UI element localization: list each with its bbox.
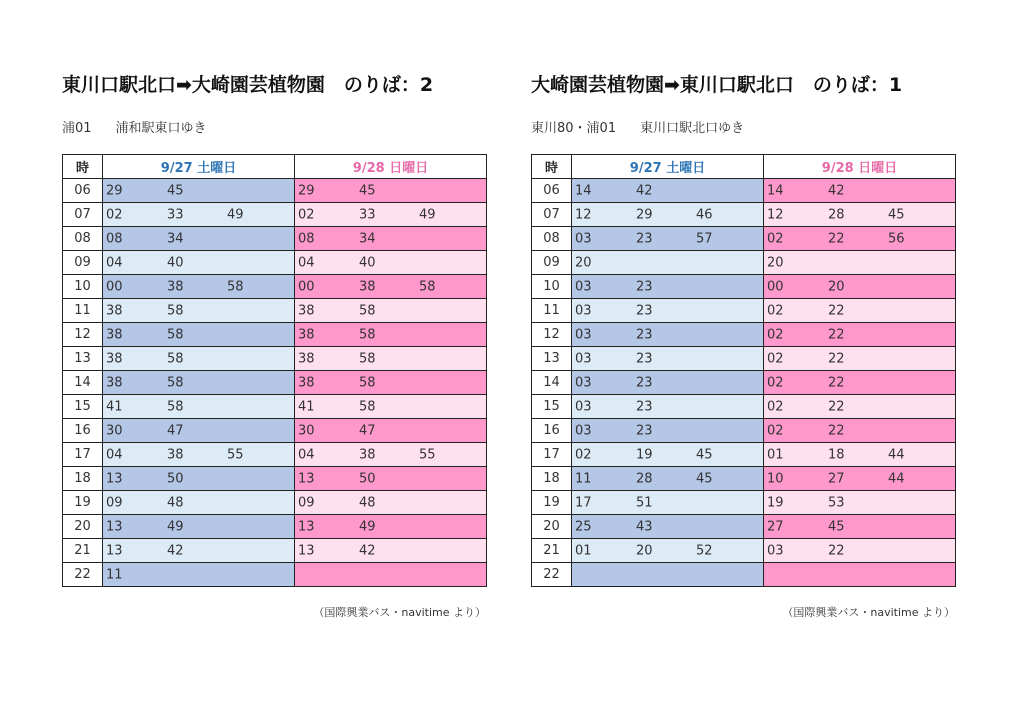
departure-minute: 17 <box>575 495 592 510</box>
departure-minute: 22 <box>828 543 845 558</box>
departure-minute: 58 <box>167 327 184 342</box>
hour-column-header: 時 <box>532 155 572 179</box>
departure-minute: 23 <box>636 327 653 342</box>
departure-minute: 04 <box>298 447 315 462</box>
departure-minute: 38 <box>167 447 184 462</box>
departure-minute: 38 <box>298 351 315 366</box>
departure-minute: 02 <box>767 375 784 390</box>
hour-cell: 07 <box>63 203 103 227</box>
departure-minute: 58 <box>167 351 184 366</box>
departure-minute: 47 <box>359 423 376 438</box>
sunday-minutes-cell <box>295 467 487 491</box>
departure-minute: 13 <box>106 519 123 534</box>
sunday-minutes-cell <box>295 443 487 467</box>
departure-minute: 29 <box>636 207 653 222</box>
saturday-minutes-cell <box>103 539 295 563</box>
sunday-minutes-cell <box>295 251 487 275</box>
departure-minute: 41 <box>298 399 315 414</box>
hour-cell: 10 <box>532 275 572 299</box>
departure-minute: 08 <box>106 231 123 246</box>
sunday-minutes-cell <box>764 419 956 443</box>
hour-cell: 14 <box>63 371 103 395</box>
departure-minute: 01 <box>575 543 592 558</box>
route-number: 浦01 <box>62 121 92 136</box>
departure-minute: 22 <box>828 303 845 318</box>
table-row <box>63 179 487 203</box>
table-row <box>63 203 487 227</box>
departure-minute: 43 <box>636 519 653 534</box>
departure-minute: 02 <box>767 303 784 318</box>
saturday-minutes-cell <box>103 299 295 323</box>
departure-minute: 29 <box>106 183 123 198</box>
hour-cell: 12 <box>532 323 572 347</box>
saturday-minutes-cell <box>572 467 764 491</box>
hour-cell: 14 <box>532 371 572 395</box>
departure-minute: 40 <box>167 255 184 270</box>
table-row <box>63 227 487 251</box>
saturday-minutes-cell <box>572 395 764 419</box>
hour-cell: 21 <box>63 539 103 563</box>
departure-minute: 03 <box>767 543 784 558</box>
table-row <box>532 467 956 491</box>
sunday-minutes-cell <box>295 275 487 299</box>
saturday-minutes-cell <box>572 275 764 299</box>
departure-minute: 14 <box>767 183 784 198</box>
sunday-minutes-cell <box>764 203 956 227</box>
table-row <box>532 203 956 227</box>
sunday-minutes-cell <box>295 515 487 539</box>
sunday-column-header: 9/28 日曜日 <box>764 155 956 179</box>
sunday-minutes-cell <box>295 395 487 419</box>
departure-minute: 03 <box>575 399 592 414</box>
table-row <box>63 347 487 371</box>
table-row <box>63 251 487 275</box>
sunday-minutes-cell <box>764 251 956 275</box>
hour-cell: 06 <box>532 179 572 203</box>
saturday-minutes-cell <box>103 347 295 371</box>
sunday-minutes-cell <box>295 299 487 323</box>
departure-minute: 49 <box>167 519 184 534</box>
departure-minute: 22 <box>828 399 845 414</box>
timetable-table <box>62 154 487 587</box>
sunday-minutes-cell <box>764 395 956 419</box>
departure-minute: 11 <box>106 567 123 582</box>
route-info <box>531 117 744 136</box>
table-row <box>532 395 956 419</box>
departure-minute: 23 <box>636 279 653 294</box>
departure-minute: 41 <box>106 399 123 414</box>
departure-minute: 13 <box>298 543 315 558</box>
saturday-minutes-cell <box>103 491 295 515</box>
departure-minute: 55 <box>227 447 244 462</box>
departure-minute: 34 <box>359 231 376 246</box>
hour-cell: 12 <box>63 323 103 347</box>
hour-cell: 11 <box>63 299 103 323</box>
saturday-minutes-cell <box>103 515 295 539</box>
departure-minute: 02 <box>298 207 315 222</box>
departure-minute: 22 <box>828 351 845 366</box>
departure-minute: 22 <box>828 327 845 342</box>
saturday-minutes-cell <box>572 515 764 539</box>
departure-minute: 38 <box>167 279 184 294</box>
saturday-minutes-cell <box>572 539 764 563</box>
departure-minute: 55 <box>419 447 436 462</box>
saturday-minutes-cell <box>572 443 764 467</box>
departure-minute: 45 <box>696 471 713 486</box>
saturday-minutes-cell <box>103 203 295 227</box>
sunday-minutes-cell <box>764 347 956 371</box>
departure-minute: 30 <box>106 423 123 438</box>
departure-minute: 03 <box>575 351 592 366</box>
departure-minute: 04 <box>298 255 315 270</box>
hour-cell: 13 <box>532 347 572 371</box>
sunday-minutes-cell <box>764 371 956 395</box>
table-row <box>532 419 956 443</box>
departure-minute: 09 <box>298 495 315 510</box>
departure-minute: 58 <box>167 375 184 390</box>
departure-minute: 28 <box>828 207 845 222</box>
departure-minute: 33 <box>359 207 376 222</box>
table-row <box>532 491 956 515</box>
hour-cell: 18 <box>532 467 572 491</box>
departure-minute: 11 <box>575 471 592 486</box>
departure-minute: 58 <box>359 375 376 390</box>
hour-cell: 07 <box>532 203 572 227</box>
table-row <box>63 371 487 395</box>
saturday-minutes-cell <box>572 347 764 371</box>
departure-minute: 40 <box>359 255 376 270</box>
sunday-minutes-cell <box>764 443 956 467</box>
departure-minute: 57 <box>696 231 713 246</box>
hour-cell: 13 <box>63 347 103 371</box>
table-row <box>63 539 487 563</box>
departure-minute: 58 <box>359 399 376 414</box>
saturday-minutes-cell <box>572 323 764 347</box>
departure-minute: 49 <box>419 207 436 222</box>
hour-cell: 15 <box>532 395 572 419</box>
departure-minute: 04 <box>106 447 123 462</box>
sunday-minutes-cell <box>764 491 956 515</box>
table-row <box>532 323 956 347</box>
departure-minute: 48 <box>167 495 184 510</box>
hour-cell: 22 <box>63 563 103 587</box>
sunday-minutes-cell <box>764 323 956 347</box>
saturday-minutes-cell <box>103 323 295 347</box>
sunday-minutes-cell <box>295 323 487 347</box>
saturday-minutes-cell <box>572 251 764 275</box>
departure-minute: 03 <box>575 375 592 390</box>
departure-minute: 25 <box>575 519 592 534</box>
saturday-minutes-cell <box>103 443 295 467</box>
table-row <box>532 299 956 323</box>
hour-cell: 09 <box>532 251 572 275</box>
departure-minute: 48 <box>359 495 376 510</box>
departure-minute: 27 <box>828 471 845 486</box>
saturday-minutes-cell <box>103 275 295 299</box>
sunday-minutes-cell <box>295 203 487 227</box>
table-row <box>63 299 487 323</box>
hour-cell: 17 <box>532 443 572 467</box>
hour-cell: 18 <box>63 467 103 491</box>
hour-cell: 20 <box>532 515 572 539</box>
departure-minute: 12 <box>575 207 592 222</box>
departure-minute: 44 <box>888 471 905 486</box>
departure-minute: 47 <box>167 423 184 438</box>
departure-minute: 42 <box>359 543 376 558</box>
hour-cell: 22 <box>532 563 572 587</box>
departure-minute: 28 <box>636 471 653 486</box>
departure-minute: 50 <box>167 471 184 486</box>
departure-minute: 13 <box>298 471 315 486</box>
departure-minute: 53 <box>828 495 845 510</box>
departure-minute: 02 <box>575 447 592 462</box>
saturday-minutes-cell <box>103 371 295 395</box>
hour-cell: 21 <box>532 539 572 563</box>
timetable-table <box>531 154 956 587</box>
departure-minute: 19 <box>767 495 784 510</box>
departure-minute: 12 <box>767 207 784 222</box>
table-row <box>532 563 956 587</box>
departure-minute: 02 <box>767 327 784 342</box>
departure-minute: 38 <box>298 303 315 318</box>
sunday-column-header: 9/28 日曜日 <box>295 155 487 179</box>
sunday-minutes-cell <box>764 275 956 299</box>
sunday-minutes-cell <box>764 227 956 251</box>
hour-cell: 17 <box>63 443 103 467</box>
table-row <box>532 227 956 251</box>
route-info <box>62 117 207 136</box>
sunday-minutes-cell <box>764 467 956 491</box>
departure-minute: 38 <box>106 303 123 318</box>
saturday-column-header: 9/27 土曜日 <box>572 155 764 179</box>
table-row <box>63 491 487 515</box>
departure-minute: 02 <box>767 351 784 366</box>
sunday-minutes-cell <box>295 179 487 203</box>
saturday-minutes-cell <box>572 203 764 227</box>
table-header-row <box>63 155 487 179</box>
table-row <box>63 563 487 587</box>
departure-minute: 45 <box>888 207 905 222</box>
departure-minute: 23 <box>636 375 653 390</box>
departure-minute: 19 <box>636 447 653 462</box>
departure-minute: 45 <box>359 183 376 198</box>
table-row <box>532 179 956 203</box>
sunday-minutes-cell <box>295 227 487 251</box>
sunday-minutes-cell <box>295 539 487 563</box>
hour-cell: 06 <box>63 179 103 203</box>
saturday-minutes-cell <box>103 395 295 419</box>
table-row <box>63 275 487 299</box>
hour-cell: 19 <box>532 491 572 515</box>
departure-minute: 13 <box>106 543 123 558</box>
departure-minute: 42 <box>828 183 845 198</box>
departure-minute: 34 <box>167 231 184 246</box>
sunday-minutes-cell <box>295 419 487 443</box>
departure-minute: 20 <box>575 255 592 270</box>
departure-minute: 08 <box>298 231 315 246</box>
departure-minute: 52 <box>696 543 713 558</box>
saturday-minutes-cell <box>103 227 295 251</box>
hour-cell: 08 <box>63 227 103 251</box>
hour-cell: 09 <box>63 251 103 275</box>
hour-column-header: 時 <box>63 155 103 179</box>
departure-minute: 02 <box>106 207 123 222</box>
sunday-minutes-cell <box>764 299 956 323</box>
sunday-minutes-cell <box>295 371 487 395</box>
departure-minute: 38 <box>298 375 315 390</box>
saturday-minutes-cell <box>572 491 764 515</box>
sunday-minutes-cell <box>295 563 487 587</box>
departure-minute: 33 <box>167 207 184 222</box>
table-row <box>532 347 956 371</box>
departure-minute: 03 <box>575 279 592 294</box>
sunday-minutes-cell <box>295 347 487 371</box>
route-number: 東川80・浦01 <box>531 121 617 136</box>
departure-minute: 50 <box>359 471 376 486</box>
hour-cell: 16 <box>63 419 103 443</box>
departure-minute: 23 <box>636 351 653 366</box>
saturday-minutes-cell <box>572 563 764 587</box>
departure-minute: 03 <box>575 303 592 318</box>
hour-cell: 20 <box>63 515 103 539</box>
departure-minute: 29 <box>298 183 315 198</box>
hour-cell: 08 <box>532 227 572 251</box>
table-row <box>63 515 487 539</box>
departure-minute: 38 <box>106 375 123 390</box>
departure-minute: 42 <box>636 183 653 198</box>
departure-minute: 58 <box>359 351 376 366</box>
departure-minute: 38 <box>298 327 315 342</box>
table-row <box>63 419 487 443</box>
hour-cell: 10 <box>63 275 103 299</box>
departure-minute: 00 <box>106 279 123 294</box>
departure-minute: 22 <box>828 375 845 390</box>
departure-minute: 30 <box>298 423 315 438</box>
hour-cell: 15 <box>63 395 103 419</box>
departure-minute: 27 <box>767 519 784 534</box>
table-row <box>532 251 956 275</box>
departure-minute: 23 <box>636 399 653 414</box>
hour-cell: 11 <box>532 299 572 323</box>
departure-minute: 23 <box>636 423 653 438</box>
departure-minute: 45 <box>167 183 184 198</box>
source-note: （国際興業バス・navitime より） <box>313 606 486 619</box>
table-row <box>532 275 956 299</box>
saturday-minutes-cell <box>103 563 295 587</box>
departure-minute: 14 <box>575 183 592 198</box>
departure-minute: 49 <box>359 519 376 534</box>
table-row <box>63 395 487 419</box>
table-row <box>63 467 487 491</box>
sunday-minutes-cell <box>764 179 956 203</box>
departure-minute: 58 <box>359 327 376 342</box>
departure-minute: 04 <box>106 255 123 270</box>
departure-minute: 10 <box>767 471 784 486</box>
departure-minute: 20 <box>828 279 845 294</box>
departure-minute: 56 <box>888 231 905 246</box>
route-destination: 浦和駅東口ゆき <box>115 121 207 136</box>
departure-minute: 45 <box>696 447 713 462</box>
table-row <box>63 443 487 467</box>
departure-minute: 46 <box>696 207 713 222</box>
saturday-minutes-cell <box>572 371 764 395</box>
departure-minute: 09 <box>106 495 123 510</box>
departure-minute: 03 <box>575 231 592 246</box>
departure-minute: 23 <box>636 303 653 318</box>
departure-minute: 20 <box>636 543 653 558</box>
table-row <box>532 371 956 395</box>
table-header-row <box>532 155 956 179</box>
sunday-minutes-cell <box>295 491 487 515</box>
saturday-minutes-cell <box>572 419 764 443</box>
table-row <box>532 443 956 467</box>
departure-minute: 44 <box>888 447 905 462</box>
saturday-minutes-cell <box>103 419 295 443</box>
departure-minute: 58 <box>167 399 184 414</box>
departure-minute: 58 <box>167 303 184 318</box>
departure-minute: 58 <box>419 279 436 294</box>
departure-minute: 49 <box>227 207 244 222</box>
route-destination: 東川口駅北口ゆき <box>640 121 745 136</box>
departure-minute: 03 <box>575 327 592 342</box>
departure-minute: 22 <box>828 423 845 438</box>
departure-minute: 58 <box>227 279 244 294</box>
departure-minute: 45 <box>828 519 845 534</box>
table-row <box>532 515 956 539</box>
departure-minute: 02 <box>767 423 784 438</box>
departure-minute: 51 <box>636 495 653 510</box>
sunday-minutes-cell <box>764 515 956 539</box>
sunday-minutes-cell <box>764 539 956 563</box>
saturday-minutes-cell <box>103 467 295 491</box>
departure-minute: 20 <box>767 255 784 270</box>
departure-minute: 13 <box>298 519 315 534</box>
saturday-minutes-cell <box>572 179 764 203</box>
saturday-minutes-cell <box>572 299 764 323</box>
departure-minute: 13 <box>106 471 123 486</box>
departure-minute: 03 <box>575 423 592 438</box>
table-row <box>532 539 956 563</box>
departure-minute: 38 <box>359 447 376 462</box>
hour-cell: 19 <box>63 491 103 515</box>
departure-minute: 02 <box>767 399 784 414</box>
departure-minute: 02 <box>767 231 784 246</box>
saturday-minutes-cell <box>572 227 764 251</box>
departure-minute: 00 <box>298 279 315 294</box>
saturday-minutes-cell <box>103 251 295 275</box>
source-note: （国際興業バス・navitime より） <box>782 606 955 619</box>
departure-minute: 38 <box>106 351 123 366</box>
departure-minute: 42 <box>167 543 184 558</box>
departure-minute: 58 <box>359 303 376 318</box>
table-row <box>63 323 487 347</box>
hour-cell: 16 <box>532 419 572 443</box>
departure-minute: 22 <box>828 231 845 246</box>
departure-minute: 18 <box>828 447 845 462</box>
departure-minute: 38 <box>106 327 123 342</box>
sunday-minutes-cell <box>764 563 956 587</box>
timetable-title: 大崎園芸植物園➡東川口駅北口 のりば：1 <box>531 74 903 96</box>
departure-minute: 00 <box>767 279 784 294</box>
departure-minute: 23 <box>636 231 653 246</box>
timetable-title: 東川口駅北口➡大崎園芸植物園 のりば：2 <box>62 74 434 96</box>
departure-minute: 38 <box>359 279 376 294</box>
saturday-minutes-cell <box>103 179 295 203</box>
departure-minute: 01 <box>767 447 784 462</box>
saturday-column-header: 9/27 土曜日 <box>103 155 295 179</box>
